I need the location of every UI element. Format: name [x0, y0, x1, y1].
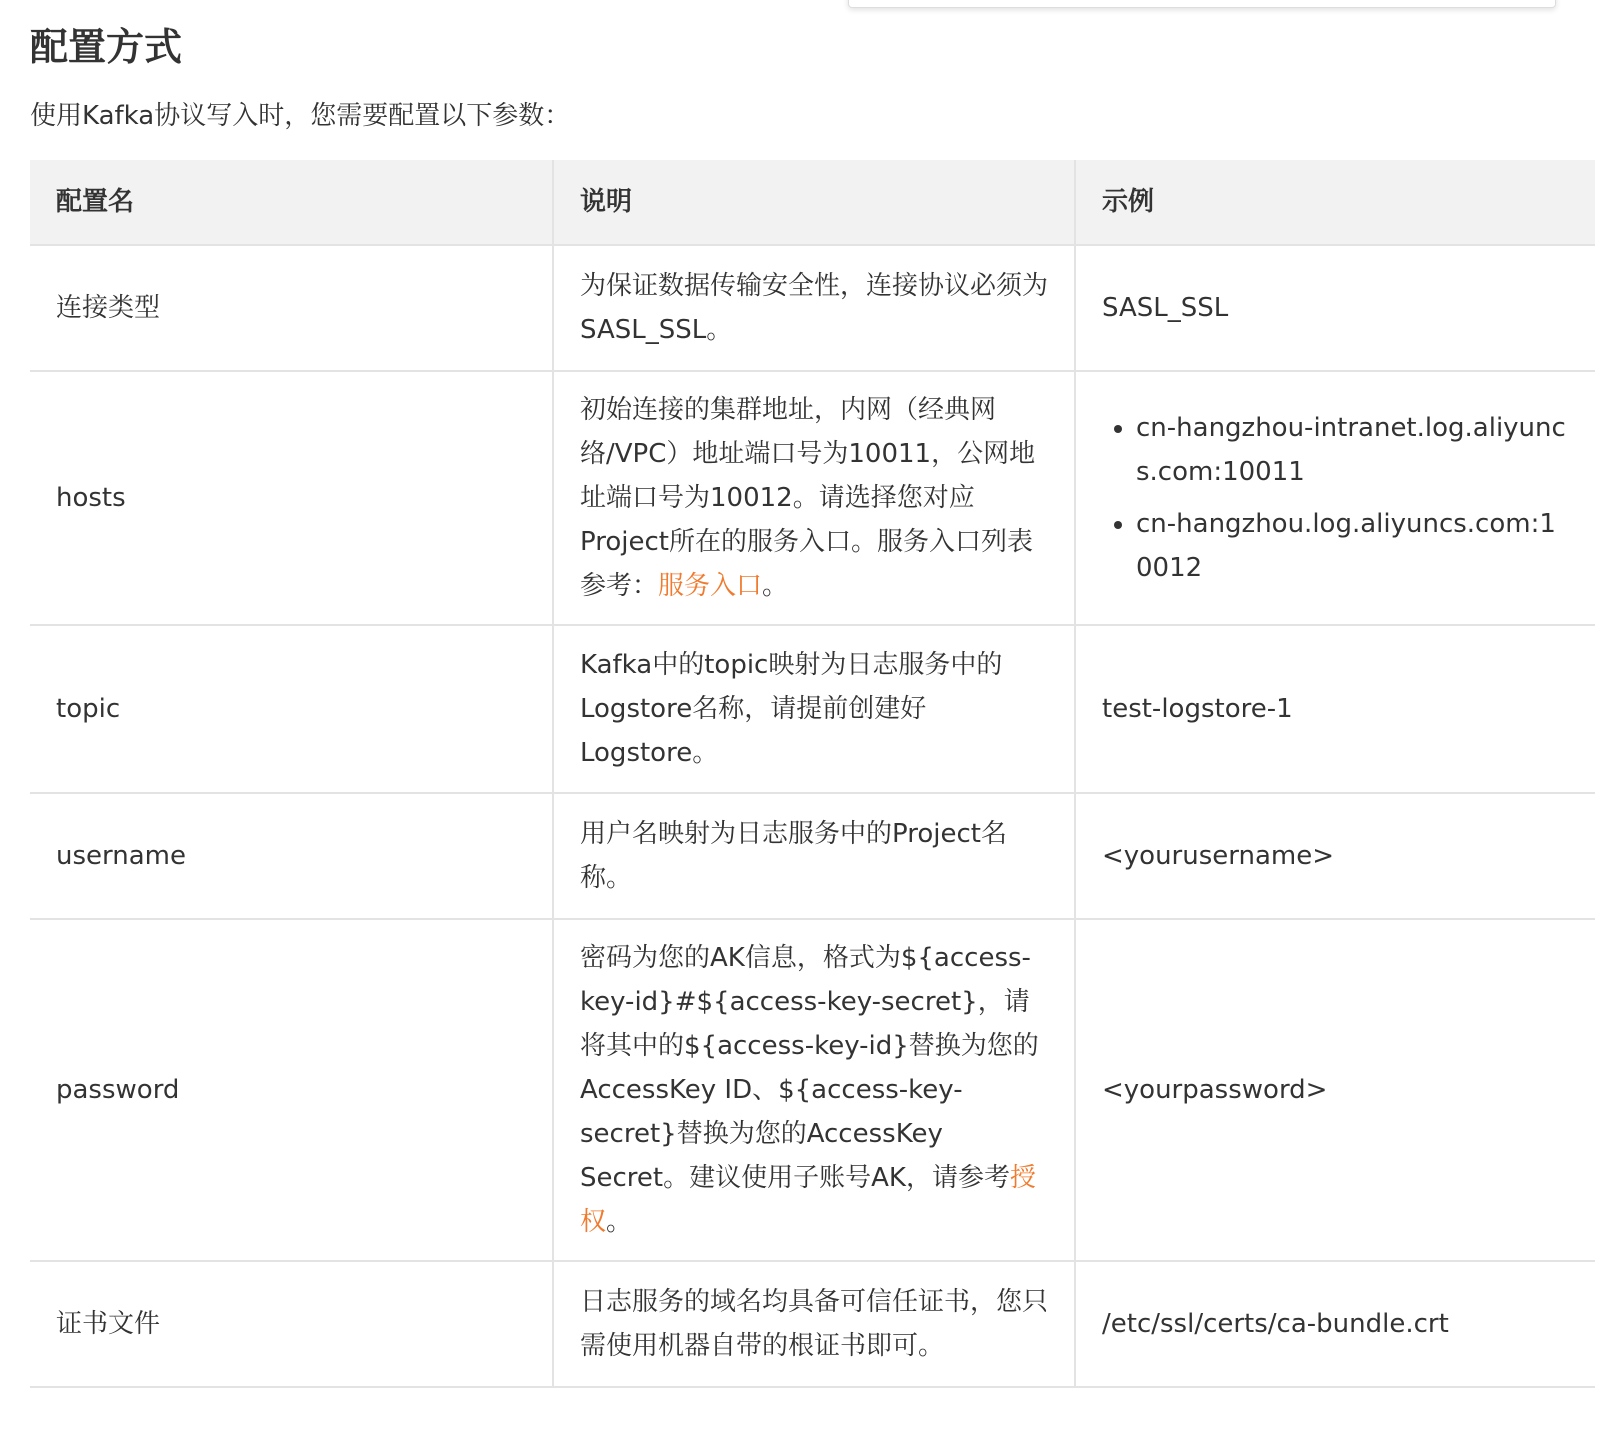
table-row-connection-type: [30, 245, 1595, 371]
table-row-cert-file: [30, 1261, 1595, 1387]
intro-text: 使用Kafka协议写入时，您需要配置以下参数：: [30, 101, 571, 131]
cell-example: SASL_SSL: [1075, 245, 1595, 371]
header-config-name: 配置名: [30, 160, 553, 245]
table-row-hosts: [30, 371, 1595, 625]
list-item: • cn-hangzhou.log.aliyuncs.com:10012: [1136, 502, 1569, 590]
description-tail: 。: [762, 571, 789, 601]
cell-description: Kafka中的topic映射为日志服务中的Logstore名称，请提前创建好Logstore。: [553, 625, 1075, 793]
cell-name: 证书文件: [30, 1261, 553, 1387]
description-text: 密码为您的AK信息，格式为${access-key-id}#${access-key-secret}，请将其中的${access-key-id}替换为您的AccessKey ID、${access-key-secret}替换为您的AccessKey Secret。建议使用子账号AK，请参考: [580, 943, 1039, 1193]
cell-description: 用户名映射为日志服务中的Project名称。: [553, 793, 1075, 919]
cell-example: <yourusername>: [1075, 793, 1595, 919]
header-example: 示例: [1075, 160, 1595, 245]
cell-example: test-logstore-1: [1075, 625, 1595, 793]
dropdown-popup-edge: [848, 0, 1556, 8]
cell-example: /etc/ssl/certs/ca-bundle.crt: [1075, 1261, 1595, 1387]
table-row-password: [30, 919, 1595, 1261]
service-endpoint-link[interactable]: 服务入口: [658, 571, 763, 601]
section-title: 配置方式: [30, 25, 183, 69]
table-row-username: [30, 793, 1595, 919]
cell-name: topic: [30, 625, 553, 793]
config-table: [30, 160, 1595, 1388]
list-item: • cn-hangzhou-intranet.log.aliyuncs.com:10011: [1136, 406, 1569, 494]
description-text: 初始连接的集群地址，内网（经典网络/VPC）地址端口号为10011，公网地址端口号为10012。请选择您对应Project所在的服务入口。服务入口列表参考：: [580, 395, 1036, 601]
cell-name: 连接类型: [30, 245, 553, 371]
cell-description: 为保证数据传输安全性，连接协议必须为SASL_SSL。: [553, 245, 1075, 371]
cell-example: [1075, 371, 1595, 625]
cell-example: <yourpassword>: [1075, 919, 1595, 1261]
authorization-link[interactable]: 授权: [580, 1163, 1036, 1237]
table-header-row: [30, 160, 1595, 245]
cell-name: password: [30, 919, 553, 1261]
cell-name: username: [30, 793, 553, 919]
table-row-topic: [30, 625, 1595, 793]
hosts-example-list: [1102, 406, 1569, 590]
cell-name: hosts: [30, 371, 553, 625]
cell-description: [553, 919, 1075, 1261]
cell-description: 日志服务的域名均具备可信任证书，您只需使用机器自带的根证书即可。: [553, 1261, 1075, 1387]
description-tail: 。: [606, 1207, 633, 1237]
header-description: 说明: [553, 160, 1075, 245]
cell-description: [553, 371, 1075, 625]
